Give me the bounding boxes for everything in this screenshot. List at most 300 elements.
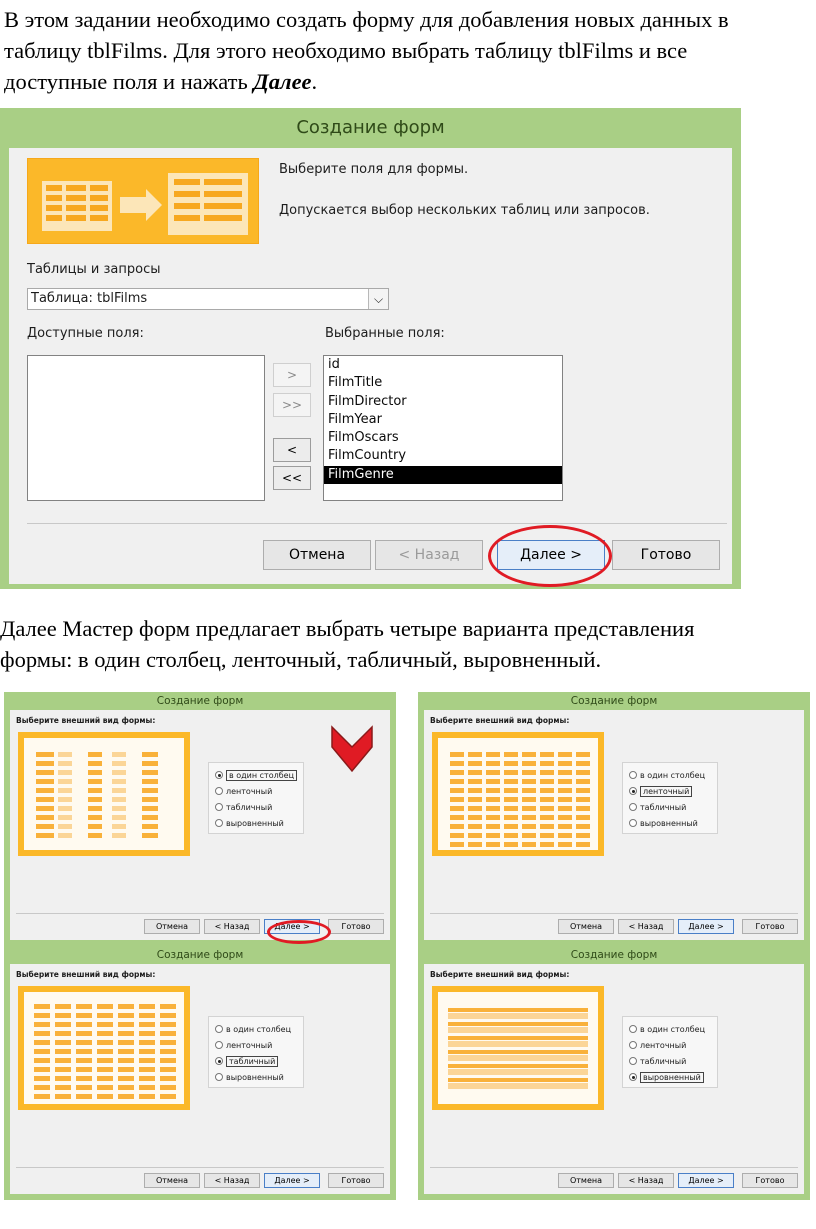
- cancel-button[interactable]: Отмена: [144, 919, 200, 934]
- preview-bar: [58, 752, 72, 757]
- preview-bar: [450, 788, 464, 793]
- layout-prompt: Выберите внешний вид формы:: [430, 970, 570, 979]
- preview-bar: [97, 1067, 113, 1072]
- preview-bar: [504, 788, 518, 793]
- preview-bar: [576, 788, 590, 793]
- layout-line-1: Далее Мастер форм предлагает выбрать четыре варианта представления: [0, 616, 695, 641]
- back-button[interactable]: < Назад: [618, 1173, 674, 1188]
- preview-bar: [34, 1013, 50, 1018]
- preview-bar: [97, 1076, 113, 1081]
- preview-bar: [522, 815, 536, 820]
- preview-bar: [450, 842, 464, 847]
- layout-option[interactable]: [215, 785, 272, 799]
- intro-line-1: В этом задании необходимо создать форму для добавления новых данных в: [4, 7, 729, 32]
- layout-option[interactable]: [629, 1071, 704, 1085]
- next-button[interactable]: Далее >: [264, 1173, 320, 1188]
- back-button[interactable]: < Назад: [204, 1173, 260, 1188]
- preview-bar: [97, 1004, 113, 1009]
- preview-bar: [139, 1022, 155, 1027]
- radio-icon[interactable]: [215, 803, 223, 811]
- preview-bar: [55, 1058, 71, 1063]
- preview-bar: [55, 1004, 71, 1009]
- layout-option-label: выровненный: [226, 1073, 284, 1082]
- preview-bar: [55, 1022, 71, 1027]
- preview-bar: [118, 1094, 134, 1099]
- intro-line-3: [4, 66, 816, 97]
- preview-bar: [118, 1067, 134, 1072]
- preview-bar: [118, 1004, 134, 1009]
- layout-option[interactable]: [215, 1039, 272, 1053]
- preview-bar: [160, 1049, 176, 1054]
- preview-bar: [448, 1027, 588, 1033]
- cancel-button[interactable]: Отмена: [263, 540, 371, 570]
- preview-bar: [55, 1085, 71, 1090]
- next-button[interactable]: Далее >: [678, 1173, 734, 1188]
- finish-button[interactable]: Готово: [328, 919, 384, 934]
- preview-bar: [34, 1085, 50, 1090]
- radio-icon[interactable]: [215, 1041, 223, 1049]
- radio-icon[interactable]: [215, 1073, 223, 1081]
- preview-bar: [540, 788, 554, 793]
- preview-bar: [142, 770, 158, 775]
- radio-icon[interactable]: [629, 1025, 637, 1033]
- preview-bar: [468, 806, 482, 811]
- preview-bar: [448, 1050, 588, 1054]
- preview-bar: [34, 1076, 50, 1081]
- preview-bar: [88, 824, 102, 829]
- preview-bar: [540, 806, 554, 811]
- preview-bar: [58, 806, 72, 811]
- preview-bar: [76, 1049, 92, 1054]
- next-button[interactable]: Далее >: [264, 919, 320, 934]
- radio-icon[interactable]: [629, 1057, 637, 1065]
- preview-bar: [540, 824, 554, 829]
- preview-bar: [558, 842, 572, 847]
- preview-bar: [97, 1058, 113, 1063]
- preview-bar: [88, 779, 102, 784]
- preview-bar: [118, 1040, 134, 1045]
- preview-bar: [576, 761, 590, 766]
- preview-bar: [36, 761, 54, 766]
- radio-icon[interactable]: [215, 819, 223, 827]
- preview-bar: [450, 770, 464, 775]
- layout-option[interactable]: [629, 817, 698, 831]
- preview-bar: [486, 797, 500, 802]
- preview-bar: [504, 752, 518, 757]
- chevron-down-icon[interactable]: ⌵: [368, 289, 388, 309]
- intro-line-3-text: доступные поля и нажать: [4, 69, 254, 94]
- table-select-value: Таблица: tblFilms: [31, 291, 148, 306]
- preview-bar: [576, 824, 590, 829]
- layout-option-label: в один столбец: [226, 770, 297, 781]
- preview-bar: [58, 788, 72, 793]
- form-wizard-dialog: [0, 108, 741, 589]
- preview-bar: [540, 815, 554, 820]
- preview-bar: [540, 752, 554, 757]
- preview-bar: [112, 761, 126, 766]
- layout-option-label: табличный: [640, 803, 687, 812]
- radio-icon[interactable]: [215, 1057, 223, 1065]
- preview-bar: [58, 824, 72, 829]
- layout-option-label: в один столбец: [640, 771, 706, 780]
- intro-paragraph: [4, 4, 816, 97]
- preview-bar: [504, 770, 518, 775]
- layout-option-label: табличный: [226, 1056, 278, 1067]
- layout-option[interactable]: [629, 769, 705, 783]
- layout-option[interactable]: [629, 1023, 705, 1037]
- layout-option-label: выровненный: [640, 1072, 704, 1083]
- preview-bar: [450, 761, 464, 766]
- finish-button[interactable]: Готово: [612, 540, 720, 570]
- preview-bar: [576, 833, 590, 838]
- preview-bar: [76, 1094, 92, 1099]
- finish-button[interactable]: Готово: [742, 919, 798, 934]
- preview-bar: [522, 824, 536, 829]
- layout-option-label: табличный: [640, 1057, 687, 1066]
- divider: [430, 1167, 798, 1168]
- preview-bar: [58, 797, 72, 802]
- dialog-title: Создание форм: [296, 117, 445, 138]
- layout-preview: [18, 732, 190, 856]
- list-item[interactable]: FilmTitle: [328, 375, 383, 391]
- preview-bar: [504, 824, 518, 829]
- preview-bar: [448, 1022, 588, 1026]
- preview-bar: [448, 1013, 588, 1019]
- preview-bar: [88, 797, 102, 802]
- preview-bar: [450, 833, 464, 838]
- preview-bar: [486, 833, 500, 838]
- preview-bar: [88, 770, 102, 775]
- preview-bar: [97, 1013, 113, 1018]
- preview-bar: [76, 1067, 92, 1072]
- add-all-fields-button[interactable]: >>: [273, 393, 311, 417]
- preview-bar: [118, 1013, 134, 1018]
- preview-bar: [55, 1067, 71, 1072]
- preview-bar: [142, 752, 158, 757]
- preview-bar: [97, 1031, 113, 1036]
- preview-bar: [558, 788, 572, 793]
- preview-bar: [522, 779, 536, 784]
- preview-bar: [58, 815, 72, 820]
- preview-bar: [88, 752, 102, 757]
- preview-bar: [504, 842, 518, 847]
- back-button[interactable]: < Назад: [204, 919, 260, 934]
- selected-fields-list[interactable]: [323, 355, 563, 501]
- radio-icon[interactable]: [629, 819, 637, 827]
- layout-option[interactable]: [215, 801, 272, 815]
- preview-bar: [34, 1094, 50, 1099]
- preview-bar: [540, 842, 554, 847]
- preview-bar: [142, 815, 158, 820]
- preview-bar: [540, 833, 554, 838]
- layout-preview-canvas: [24, 738, 184, 850]
- finish-button[interactable]: Готово: [328, 1173, 384, 1188]
- preview-bar: [112, 788, 126, 793]
- cancel-button[interactable]: Отмена: [558, 1173, 614, 1188]
- layout-dialog: [418, 692, 810, 946]
- divider: [16, 1167, 384, 1168]
- preview-bar: [522, 770, 536, 775]
- layout-prompt: Выберите внешний вид формы:: [16, 970, 156, 979]
- preview-bar: [522, 788, 536, 793]
- back-button[interactable]: < Назад: [375, 540, 483, 570]
- radio-icon[interactable]: [215, 787, 223, 795]
- preview-bar: [139, 1058, 155, 1063]
- back-button[interactable]: < Назад: [618, 919, 674, 934]
- list-item[interactable]: FilmDirector: [328, 393, 407, 409]
- preview-bar: [450, 779, 464, 784]
- preview-bar: [112, 797, 126, 802]
- layout-dialog: [418, 946, 810, 1200]
- preview-bar: [97, 1022, 113, 1027]
- layout-option-label: табличный: [226, 803, 273, 812]
- remove-all-fields-button[interactable]: <<: [273, 466, 311, 490]
- preview-bar: [58, 761, 72, 766]
- preview-bar: [448, 1036, 588, 1040]
- list-item-selected[interactable]: FilmGenre: [324, 466, 562, 484]
- preview-bar: [55, 1013, 71, 1018]
- layout-option[interactable]: [629, 801, 686, 815]
- preview-bar: [97, 1085, 113, 1090]
- dialog-title: Создание форм: [156, 695, 244, 707]
- remove-field-button[interactable]: <: [273, 438, 311, 462]
- layout-option[interactable]: [629, 1039, 686, 1053]
- preview-bar: [504, 761, 518, 766]
- chevron-down-icon: [330, 723, 374, 773]
- list-item[interactable]: id: [328, 357, 340, 372]
- layout-option[interactable]: [215, 817, 284, 831]
- preview-bar: [34, 1058, 50, 1063]
- dialog-title: Создание форм: [570, 949, 658, 961]
- layout-options: [208, 762, 304, 834]
- preview-bar: [486, 806, 500, 811]
- cancel-button[interactable]: Отмена: [144, 1173, 200, 1188]
- preview-bar: [58, 833, 72, 838]
- preview-bar: [139, 1013, 155, 1018]
- preview-bar: [112, 770, 126, 775]
- preview-bar: [97, 1049, 113, 1054]
- radio-icon[interactable]: [215, 1025, 223, 1033]
- wizard-illustration-icon: [28, 159, 260, 245]
- preview-bar: [540, 770, 554, 775]
- layout-paragraph: [0, 613, 812, 675]
- layout-prompt: Выберите внешний вид формы:: [430, 716, 570, 725]
- dialog-title: Создание форм: [570, 695, 658, 707]
- cancel-button[interactable]: Отмена: [558, 919, 614, 934]
- preview-bar: [450, 752, 464, 757]
- layout-option[interactable]: [629, 1055, 686, 1069]
- wizard-illustration: [27, 158, 259, 244]
- radio-icon[interactable]: [629, 1073, 637, 1081]
- available-fields-list[interactable]: [27, 355, 265, 501]
- preview-bar: [540, 761, 554, 766]
- radio-icon[interactable]: [629, 803, 637, 811]
- preview-bar: [139, 1085, 155, 1090]
- preview-bar: [55, 1040, 71, 1045]
- radio-icon[interactable]: [629, 1041, 637, 1049]
- preview-bar: [522, 833, 536, 838]
- preview-bar: [468, 824, 482, 829]
- preview-bar: [504, 833, 518, 838]
- preview-bar: [576, 770, 590, 775]
- preview-bar: [76, 1004, 92, 1009]
- preview-bar: [76, 1040, 92, 1045]
- preview-bar: [558, 779, 572, 784]
- layout-option-label: в один столбец: [640, 1025, 706, 1034]
- layout-preview: [18, 986, 190, 1110]
- layout-dialog: [4, 946, 396, 1200]
- preview-bar: [34, 1040, 50, 1045]
- preview-bar: [55, 1076, 71, 1081]
- radio-icon[interactable]: [215, 771, 223, 779]
- preview-bar: [504, 806, 518, 811]
- layout-prompt: Выберите внешний вид формы:: [16, 716, 156, 725]
- preview-bar: [486, 752, 500, 757]
- preview-bar: [486, 842, 500, 847]
- preview-bar: [112, 815, 126, 820]
- dialog-body: [424, 710, 804, 940]
- preview-bar: [160, 1004, 176, 1009]
- preview-bar: [97, 1094, 113, 1099]
- list-item[interactable]: FilmYear: [328, 411, 382, 427]
- preview-bar: [118, 1058, 134, 1063]
- next-button[interactable]: Далее >: [497, 540, 605, 570]
- preview-bar: [160, 1067, 176, 1072]
- preview-bar: [58, 770, 72, 775]
- list-item[interactable]: FilmCountry: [328, 448, 407, 464]
- preview-bar: [36, 788, 54, 793]
- preview-bar: [139, 1076, 155, 1081]
- radio-icon[interactable]: [629, 787, 637, 795]
- list-item[interactable]: FilmOscars: [328, 430, 399, 446]
- layout-option[interactable]: [215, 1023, 291, 1037]
- preview-bar: [468, 842, 482, 847]
- preview-bar: [450, 824, 464, 829]
- layout-option-label: выровненный: [226, 819, 284, 828]
- preview-bar: [139, 1067, 155, 1072]
- layout-option[interactable]: [215, 1055, 278, 1069]
- preview-bar: [540, 779, 554, 784]
- radio-icon[interactable]: [629, 771, 637, 779]
- preview-bar: [468, 779, 482, 784]
- divider: [430, 913, 798, 914]
- preview-bar: [142, 797, 158, 802]
- layout-option[interactable]: [215, 769, 297, 783]
- preview-bar: [88, 833, 102, 838]
- preview-bar: [448, 1078, 588, 1082]
- dialog-body: [9, 148, 732, 584]
- preview-bar: [34, 1022, 50, 1027]
- dialog-body: [424, 964, 804, 1194]
- layout-preview-canvas: [24, 992, 184, 1104]
- preview-bar: [139, 1031, 155, 1036]
- layout-option[interactable]: [629, 785, 692, 799]
- dialog-body: [10, 964, 390, 1194]
- preview-bar: [139, 1049, 155, 1054]
- preview-bar: [112, 824, 126, 829]
- layout-option-label: выровненный: [640, 819, 698, 828]
- preview-bar: [142, 806, 158, 811]
- preview-bar: [576, 752, 590, 757]
- preview-bar: [55, 1049, 71, 1054]
- preview-bar: [558, 761, 572, 766]
- preview-bar: [118, 1031, 134, 1036]
- layout-preview-canvas: [438, 738, 598, 850]
- preview-bar: [558, 752, 572, 757]
- preview-bar: [34, 1049, 50, 1054]
- preview-bar: [558, 833, 572, 838]
- layout-options: [622, 1016, 718, 1088]
- preview-bar: [448, 1069, 588, 1075]
- layout-option-label: в один столбец: [226, 1025, 292, 1034]
- preview-bar: [504, 815, 518, 820]
- preview-bar: [160, 1058, 176, 1063]
- preview-bar: [118, 1085, 134, 1090]
- layout-options: [622, 762, 718, 834]
- preview-bar: [448, 1064, 588, 1068]
- preview-bar: [139, 1094, 155, 1099]
- preview-bar: [36, 797, 54, 802]
- intro-period: .: [311, 69, 318, 94]
- preview-bar: [486, 824, 500, 829]
- preview-bar: [486, 815, 500, 820]
- preview-bar: [522, 752, 536, 757]
- highlight-oval-small: [267, 920, 331, 944]
- layout-option[interactable]: [215, 1071, 284, 1085]
- preview-bar: [142, 788, 158, 793]
- preview-bar: [76, 1031, 92, 1036]
- preview-bar: [118, 1049, 134, 1054]
- preview-bar: [97, 1040, 113, 1045]
- preview-bar: [34, 1067, 50, 1072]
- layout-preview: [432, 732, 604, 856]
- preview-bar: [468, 788, 482, 793]
- preview-bar: [118, 1076, 134, 1081]
- preview-bar: [468, 761, 482, 766]
- preview-bar: [76, 1022, 92, 1027]
- preview-bar: [112, 806, 126, 811]
- preview-bar: [522, 761, 536, 766]
- layout-option-label: ленточный: [640, 786, 692, 797]
- preview-bar: [558, 806, 572, 811]
- add-field-button[interactable]: >: [273, 363, 311, 387]
- preview-bar: [36, 815, 54, 820]
- table-select[interactable]: [27, 288, 389, 310]
- finish-button[interactable]: Готово: [742, 1173, 798, 1188]
- prompt-multiple-tables: Допускается выбор нескольких таблиц или запросов.: [279, 203, 650, 218]
- divider: [16, 913, 384, 914]
- preview-bar: [522, 842, 536, 847]
- preview-bar: [468, 797, 482, 802]
- layout-preview: [432, 986, 604, 1110]
- preview-bar: [558, 770, 572, 775]
- preview-bar: [112, 752, 126, 757]
- preview-bar: [88, 815, 102, 820]
- preview-bar: [142, 779, 158, 784]
- preview-bar: [139, 1004, 155, 1009]
- next-button[interactable]: Далее >: [678, 919, 734, 934]
- preview-bar: [486, 788, 500, 793]
- layout-options: [208, 1016, 304, 1088]
- available-fields-label: Доступные поля:: [27, 326, 144, 341]
- preview-bar: [142, 761, 158, 766]
- preview-bar: [486, 770, 500, 775]
- intro-line-2: таблицу tblFilms. Для этого необходимо выбрать таблицу tblFilms и все: [4, 38, 688, 63]
- preview-bar: [88, 806, 102, 811]
- prompt-select-fields: Выберите поля для формы.: [279, 162, 469, 177]
- preview-bar: [468, 770, 482, 775]
- dialog-title: Создание форм: [156, 949, 244, 961]
